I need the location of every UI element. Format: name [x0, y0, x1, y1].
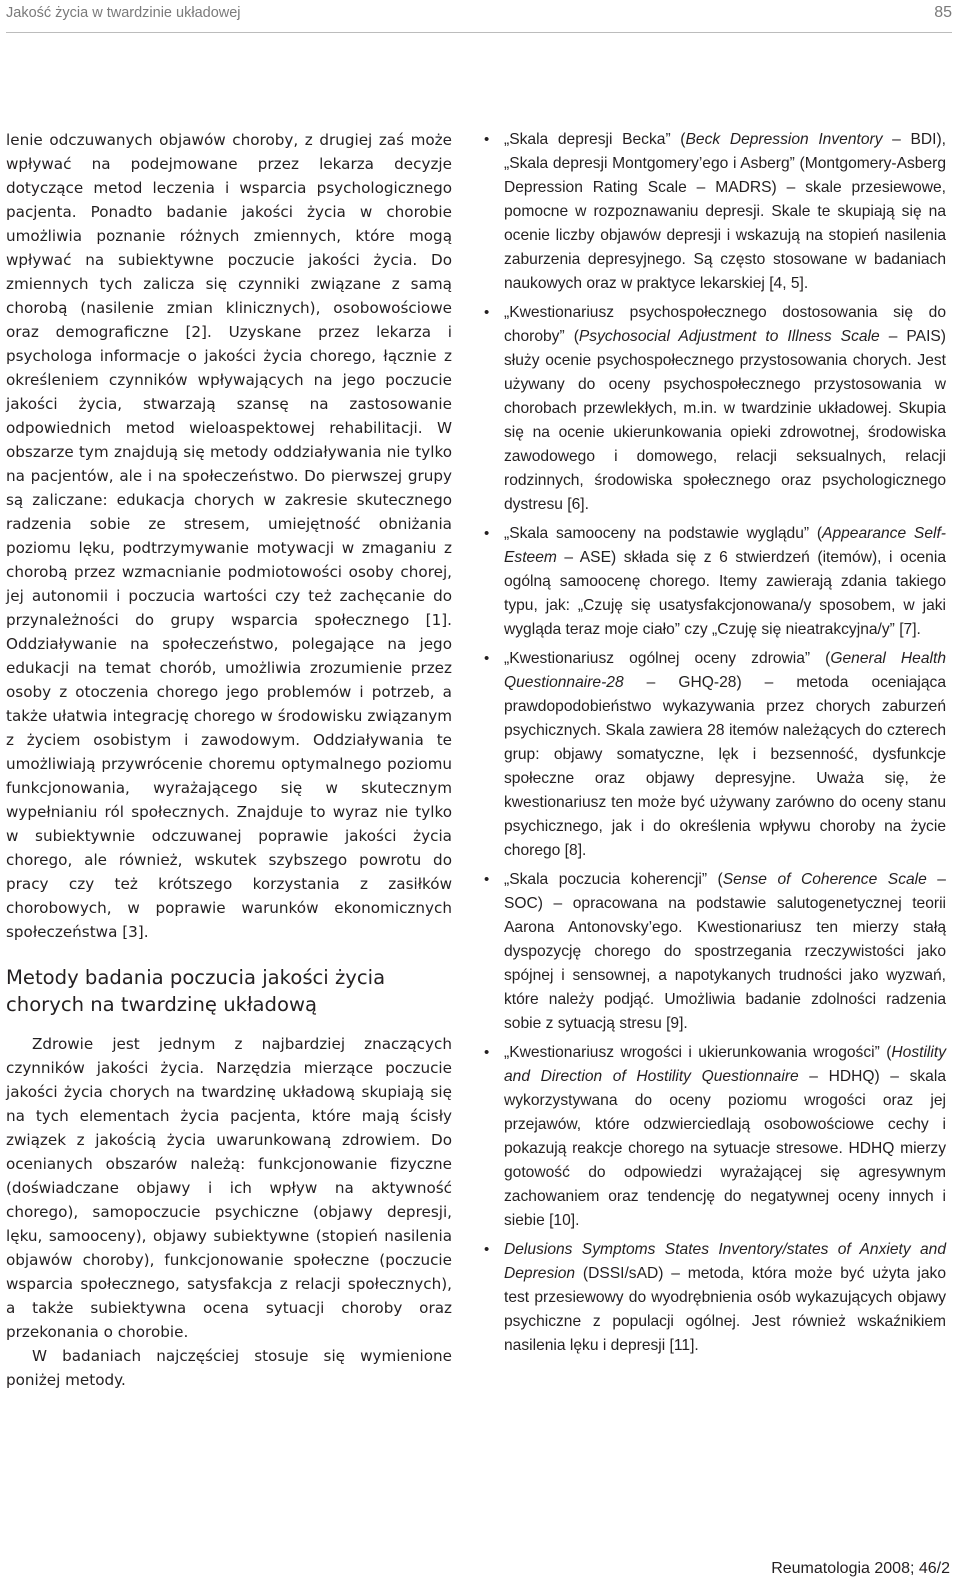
method-text: „Skala samooceny na podstawie wyglądu” ( [504, 525, 823, 542]
method-english-name: Beck Depression Inventory [685, 131, 883, 148]
methods-list [484, 128, 946, 1358]
method-text: „Skala depresji Becka” ( [504, 131, 686, 148]
method-description: (DSSI/sAD) – metoda, która może być użyta jako test przesiewowy do wyodrębnienia osób wykazujących objawy psychiczne z populacji ogólnej. Jest również wskaźnikiem nasilenia lęku i depresji [11]. [504, 1265, 946, 1354]
paragraph-methods-intro: W badaniach najczęściej stosuje się wymienione poniżej metody. [6, 1347, 452, 1389]
left-column [6, 128, 452, 1392]
method-english-name: Delusions Symptoms States Inventory/states of Anxiety and Depresion [504, 1241, 946, 1282]
method-description: – ASE) składa się z 6 stwierdzeń (itemów), i ocenia ogólną samoocenę chorego. Itemy zawierają zdania takiego typu, jak: „Czuję się usatysfakcjonowana/y sposobem, w jaki wygląda teraz moje ciało” czy „Czuję się nieatrakcyjna/y” [7]. [504, 549, 946, 638]
method-english-name: Hostility and Direction of Hostility Questionnaire [504, 1044, 946, 1085]
method-english-name: Appearance Self-Esteem [504, 525, 946, 566]
method-text: „Kwestionariusz ogólnej oceny zdrowia” ( [504, 650, 831, 667]
bullet-icon: • [484, 1044, 490, 1061]
list-item [484, 647, 946, 863]
list-item-text [504, 1041, 946, 1233]
bullet-icon: • [484, 131, 490, 148]
bullet-icon: • [484, 525, 490, 542]
method-description: – HDHQ) – skala wykorzystywana do oceny poziomu wrogości oraz jej przejawów, które odzwierciedlają osobowościowe cechy i pokazują reakcje chorego na sytuacje stresowe. HDHQ mierzy gotowość do odpowiedzi wyrażającej się agresywnym zachowaniem oraz tendencję do negatywnej oceny innych i siebie [10]. [504, 1068, 946, 1229]
list-item-text [504, 868, 946, 1036]
paragraph-health-factors: Zdrowie jest jednym z najbardziej znaczących czynników jakości życia. Narzędzia mierzące poczucie jakości życia chorych na twardzinę układową skupiają się na tych elementach życia pacjenta, które mają ścisły związek z jakością życia uwarunkowaną zdrowiem. Do ocenianych obszarów należą: funkcjonowanie fizyczne (doświadczane objawy i ich wpływ na aktywność chorego), samopoczucie psychiczne (objawy depresji, lęku, samooceny), objawy subiektywne (stopień nasilenia objawów choroby), funkcjonowanie społeczne (poczucie wsparcia społecznego, satysfakcja z relacji społecznych), a także subiektywna ocena sytuacji choroby oraz przekonania o chorobie. [6, 1035, 452, 1341]
method-english-name: Psychosocial Adjustment to Illness Scale [578, 328, 880, 345]
bullet-icon: • [484, 1241, 490, 1258]
list-item [484, 1238, 946, 1358]
page-number: 85 [934, 4, 952, 21]
method-description: – SOC) – opracowana na podstawie salutogenetycznej teorii Aarona Antonovsky’ego. Kwestionariusz ten mierzy stałą dyspozycję chorego do spostrzegania rzeczywistości jako spójnej i sensownej, a napotykanych trudności jako wyzwań, które należy podjąć. Umożliwia badanie zdolności radzenia sobie z sytuacją stresu [9]. [504, 871, 946, 1032]
method-description: – PAIS) służy ocenie psychospołecznego przystosowania chorych. Jest używany do oceny psychospołecznego przystosowania w chorobach przewlekłych, m.in. w twardzinie układowej. Skupia się na ocenie ukierunkowania opieki zdrowotnej, środowiska zawodowego i domowego, relacji seksualnych, relacji rodzinnych, środowiska społecznego oraz psychologicznego dystresu [6]. [504, 328, 946, 513]
paragraph-continued: lenie odczuwanych objawów choroby, z drugiej zaś może wpływać na podejmowane przez lekarza decyzje dotyczące metod leczenia i wsparcia psychologicznego pacjenta. Ponadto badanie jakości życia w chorobie umożliwia poznanie różnych zmiennych, które mogą wpływać na subiektywne poczucie jakości życia. Do zmiennych tych zalicza się czynniki związane z samą chorobą (nasilenie zmian klinicznych), osobowościowe oraz demograficzne [2]. Uzyskane przez lekarza i psychologa informacje o jakości życia chorego, łącznie z określeniem czynników wpływających na jego poczucie jakości życia, stwarzają szansę na zastosowanie odpowiednich metod wieloaspektowej rehabilitacji. W obszarze tym znajdują się metody oddziaływania nie tylko na pacjentów, ale i na społeczeństwo. Do pierwszej grupy są zaliczane: edukacja chorych w zakresie skutecznego radzenia sobie ze stresem, umiejętność obniżania poziomu lęku, podtrzymywanie motywacji w zmaganiu z chorobą przez wzmacnianie podmiotowości osoby chorej, jej autonomii i poczucia wartości czy też zachęcanie do przynależności do grupy wsparcia społecznego [1]. Oddziaływanie na społeczeństwo, polegające na jego edukacji na temat chorób, umożliwia zrozumienie przez osoby z otoczenia chorego jego problemów i potrzeb, a także ułatwia integrację chorego w środowisku związanym z życiem osobistym i zawodowym. Oddziaływania te umożliwiają przywrócenie choremu optymalnego poziomu funkcjonowania, wyrażającego się w skutecznym wypełnianiu ról społecznych. Znajduje to wyraz nie tylko w subiektywnie odczuwanej poprawie jakości życia chorego, ale również, wskutek szybszego powrotu do pracy czy też krótszego korzystania z zasiłków chorobowych, w poprawie warunków ekonomicznych społeczeństwa [3]. [6, 131, 452, 941]
method-english-name: Sense of Coherence Scale [722, 871, 927, 888]
list-item [484, 1041, 946, 1233]
running-header [6, 0, 952, 33]
list-item [484, 522, 946, 642]
list-item [484, 301, 946, 517]
list-item-text [504, 647, 946, 863]
list-item-text [504, 522, 946, 642]
section-heading: Metody badania poczucia jakości życia chorych na twardzinę układową [6, 966, 386, 1016]
method-description: – GHQ-28) – metoda oceniająca prawdopodobieństwo wykazywania przez chorych zaburzeń psychicznych. Skala zawiera 28 itemów należących do czterech grup: objawy somatyczne, lęk i bezsenność, dysfunkcje społeczne oraz objawy depresyjne. Uważa się, że kwestionariusz ten może być używany zarówno do oceny stanu psychicznego, jak i do określenia wpływu choroby na życie chorego [8]. [504, 674, 946, 859]
list-item [484, 128, 946, 296]
list-item-text [504, 128, 946, 296]
bullet-icon: • [484, 871, 490, 888]
list-item-text [504, 1238, 946, 1358]
list-item [484, 868, 946, 1036]
right-column [484, 128, 946, 1363]
method-text: „Skala poczucia koherencji” ( [504, 871, 723, 888]
list-item-text [504, 301, 946, 517]
running-title: Jakość życia w twardzinie układowej [6, 5, 241, 21]
journal-reference: Reumatologia 2008; 46/2 [771, 1560, 950, 1577]
bullet-icon: • [484, 304, 490, 321]
method-description: – BDI), „Skala depresji Montgomery’ego i Asberg” (Montgomery-Asberg Depression Rating Scale – MADRS) – skale przesiewowe, pomocne w rozpoznawaniu depresji. Skale te skupiają się na ocenie liczby objawów depresji i wskazują na stopień nasilenia zaburzenia depresyjnego. Są często stosowane w badaniach naukowych oraz w praktyce lekarskiej [4, 5]. [504, 131, 946, 292]
bullet-icon: • [484, 650, 490, 667]
method-english-name: General Health Questionnaire-28 [504, 650, 946, 691]
method-text: „Kwestionariusz wrogości i ukierunkowania wrogości” ( [504, 1044, 892, 1061]
method-text: „Kwestionariusz psychospołecznego dostosowania się do choroby” ( [504, 304, 946, 345]
